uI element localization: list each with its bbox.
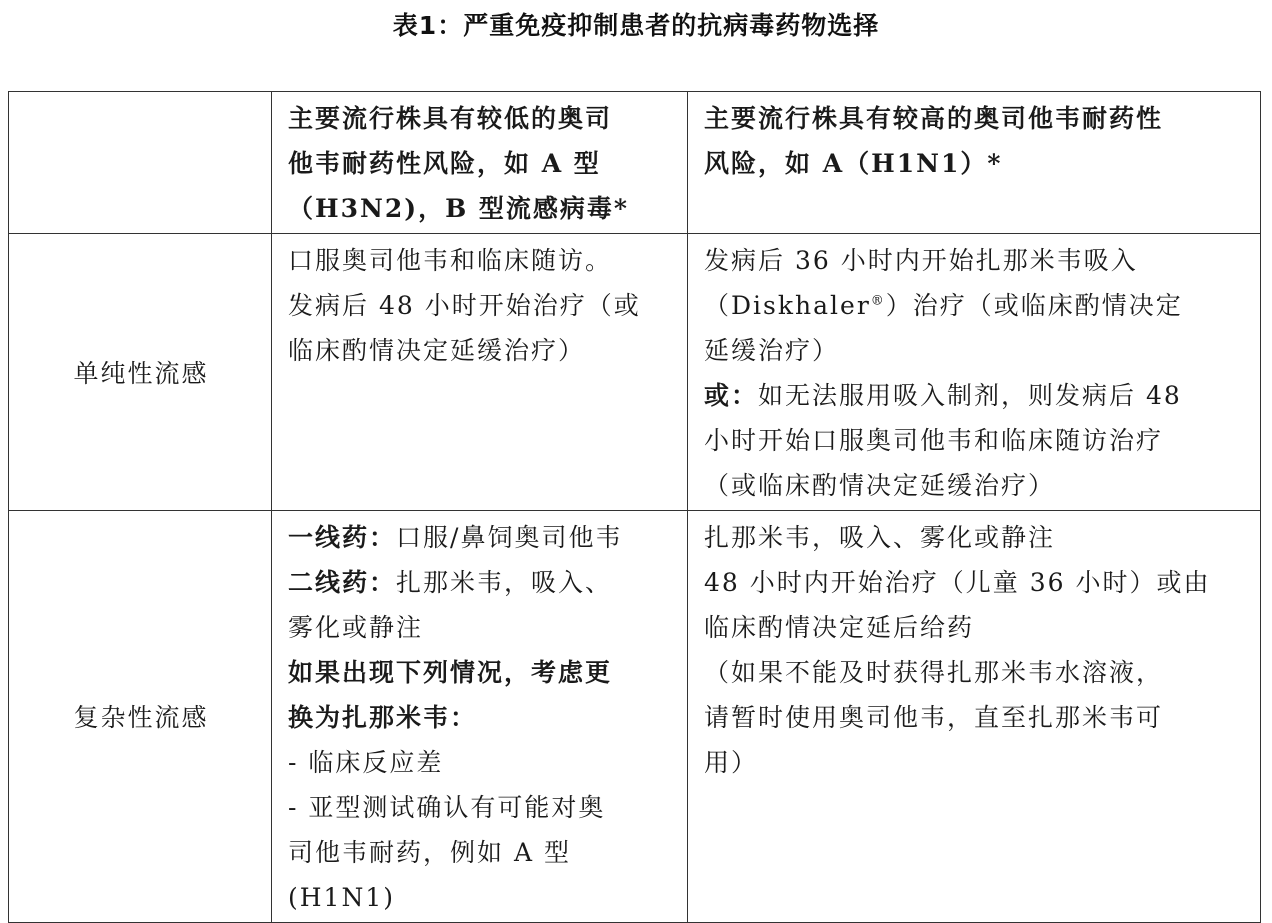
cell-complicated-high: 扎那米韦，吸入、雾化或静注 48 小时内开始治疗（儿童 36 小时）或由 临床酌情决定延后给药 （如果不能及时获得扎那米韦水溶液， 请暂时使用奥司他韦，直至扎那米韦可 用） bbox=[688, 511, 1261, 923]
header-row bbox=[9, 92, 1261, 234]
list-item: 司他韦耐药，例如 A 型(H1N1) bbox=[288, 838, 571, 912]
table-title: 表1：严重免疫抑制患者的抗病毒药物选择 bbox=[392, 11, 880, 40]
cell-uncomplicated-high: 发病后 36 小时内开始扎那米韦吸入 （Diskhaler®）治疗（或临床酌情决定 延缓治疗） 或：如无法服用吸入制剂，则发病后 48 小时开始口服奥司他韦和临床随访治疗 （或临床酌情决定延缓治疗） bbox=[688, 234, 1261, 511]
antiviral-table bbox=[8, 91, 1261, 923]
row-label-uncomplicated: 单纯性流感 bbox=[9, 234, 272, 511]
header-low-resistance: 主要流行株具有较低的奥司 他韦耐药性风险，如 A 型 （H3N2)，B 型流感病毒* bbox=[272, 92, 688, 234]
list-item: - 亚型测试确认有可能对奥 bbox=[288, 793, 606, 822]
header-empty-cell bbox=[9, 92, 272, 234]
cell-complicated-low: 一线药：口服/鼻饲奥司他韦 二线药：扎那米韦，吸入、 雾化或静注 如果出现下列情况，考虑更 换为扎那米韦： - 临床反应差 - 亚型测试确认有可能对奥 司他韦耐药，例如 A 型(H1N1) bbox=[272, 511, 688, 923]
registered-mark: ® bbox=[870, 293, 886, 309]
list-item: - 临床反应差 bbox=[288, 748, 444, 777]
table-row bbox=[9, 234, 1261, 511]
row-label-complicated: 复杂性流感 bbox=[9, 511, 272, 923]
cell-uncomplicated-low: 口服奥司他韦和临床随访。 发病后 48 小时开始治疗（或 临床酌情决定延缓治疗） bbox=[272, 234, 688, 511]
table-row bbox=[9, 511, 1261, 923]
header-high-resistance: 主要流行株具有较高的奥司他韦耐药性 风险，如 A（H1N1）* bbox=[688, 92, 1261, 234]
